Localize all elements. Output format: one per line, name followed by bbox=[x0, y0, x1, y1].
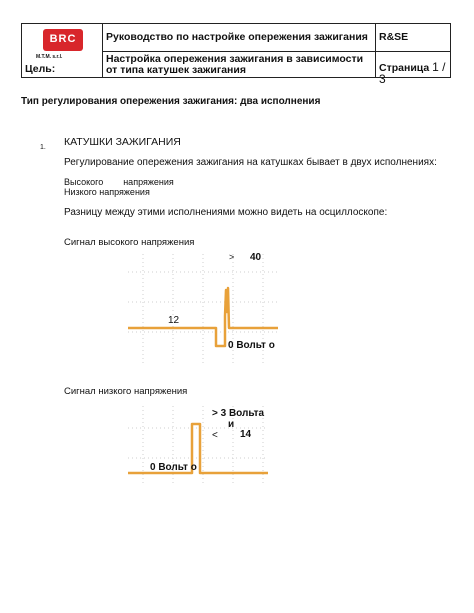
section-heading: Тип регулирования опережения зажигания: два исполнения bbox=[21, 96, 321, 107]
low-label-i: и bbox=[228, 419, 235, 430]
high-label-12: 12 bbox=[168, 315, 180, 326]
low-label-14: 14 bbox=[240, 429, 252, 440]
document-subtitle: Настройка опережения зажигания в зависимости от типа катушек зажигания bbox=[106, 53, 364, 76]
document-title: Руководство по настройке опережения зажигания bbox=[106, 31, 368, 43]
item-title: КАТУШКИ ЗАЖИГАНИЯ bbox=[64, 136, 181, 148]
header-table bbox=[21, 23, 451, 86]
brc-logo bbox=[43, 29, 83, 51]
item-number: 1. bbox=[40, 144, 46, 151]
high-label-gt: > bbox=[229, 252, 235, 262]
item-intro: Регулирование опережения зажигания на катушках бывает в двух исполнениях: bbox=[64, 157, 437, 168]
option-high: Высокого напряжения bbox=[64, 177, 174, 187]
page-indicator bbox=[379, 62, 450, 86]
high-signal-trace bbox=[128, 288, 278, 346]
low-label-3v: > 3 Вольта bbox=[212, 408, 265, 419]
logo-text: BRC bbox=[49, 33, 77, 45]
signal-high-caption: Сигнал высокого напряжения bbox=[64, 237, 195, 248]
page-label: Страница bbox=[379, 62, 430, 74]
logo-subtitle: M.T.M. s.r.l. bbox=[36, 54, 63, 60]
high-label-40: 40 bbox=[250, 252, 262, 263]
page-number: 1 / 3 bbox=[379, 60, 446, 86]
signal-low-caption: Сигнал низкого напряжения bbox=[64, 386, 188, 397]
brand-label: R&SE bbox=[379, 31, 409, 43]
option-low: Низкого напряжения bbox=[64, 187, 150, 197]
difference-text: Разницу между этими исполнениями можно видеть на осциллоскопе: bbox=[64, 207, 388, 218]
goal-label: Цель: bbox=[25, 63, 56, 75]
low-label-zero: 0 Вольт о bbox=[150, 462, 197, 473]
high-label-zero: 0 Вольт о bbox=[228, 340, 275, 351]
header-divider bbox=[102, 51, 450, 52]
low-label-lt: < bbox=[212, 430, 218, 441]
